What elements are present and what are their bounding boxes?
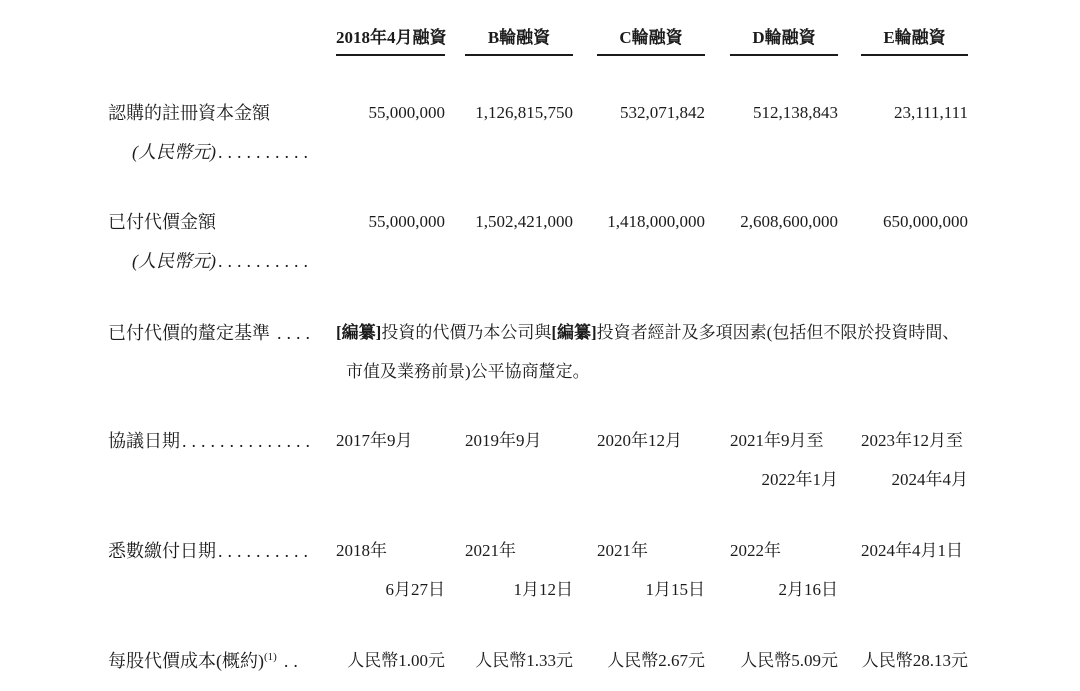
row-label-cost-per-share: 每股代價成本(概約)$^{(1)}$ .. (108, 651, 303, 671)
redacted-tag: [編纂] (336, 323, 382, 342)
row-label-consideration-paid: 已付代價金額 (108, 212, 216, 232)
cell-consideration-2018apr: 55,000,000 (368, 212, 445, 231)
table-header-row (0, 0, 1080, 56)
leader-dots: .......... (218, 251, 313, 271)
row-basis-of-consideration (0, 273, 1080, 384)
redacted-tag: [編纂] (551, 323, 597, 342)
cell-subscribed-capital-e: 23,111,111 (894, 103, 968, 122)
column-header-b-round: B輪融資 (465, 28, 573, 56)
leader-dots: .......... (218, 541, 313, 561)
cell-payment-date-e: 2024年4月1日 (861, 541, 963, 560)
cell-cost-per-share-b: 人民幣1.33元 (475, 651, 573, 670)
cell-payment-date-b: 2021年 1月12日 (465, 541, 573, 599)
row-cost-per-share (0, 602, 1080, 673)
basis-text-line1: [編纂]投資的代價乃本公司與[編纂]投資者經計及多項因素(包括但不限於投資時間、 (336, 323, 960, 342)
cell-subscribed-capital-d: 512,138,843 (753, 103, 838, 122)
row-label-agreement-date: 協議日期 .............. (108, 431, 315, 451)
cell-consideration-e: 650,000,000 (883, 212, 968, 231)
cell-subscribed-capital-b: 1,126,815,750 (475, 103, 573, 122)
row-subscribed-registered-capital (0, 56, 1080, 164)
row-label-subscribed-capital: 認購的註冊資本金額 (108, 103, 270, 123)
cell-subscribed-capital-c: 532,071,842 (620, 103, 705, 122)
cell-payment-date-c: 2021年 1月15日 (597, 541, 705, 599)
cell-agreement-date-2018apr: 2017年9月 (336, 431, 413, 450)
column-header-e-round: E輪融資 (861, 28, 968, 56)
column-header-c-round: C輪融資 (597, 28, 705, 56)
row-sublabel-rmb-yuan: (人民幣元) .......... (132, 142, 313, 162)
cell-agreement-date-b: 2019年9月 (465, 431, 542, 450)
row-sublabel-rmb-yuan: (人民幣元) .......... (132, 251, 313, 271)
cell-agreement-date-e: 2023年12月至 2024年4月 (861, 431, 968, 489)
leader-dots: .......... (218, 142, 313, 162)
row-label-basis: 已付代價的釐定基準 .... (108, 323, 315, 343)
leader-dots: .............. (182, 431, 315, 451)
row-agreement-date (0, 384, 1080, 492)
cell-consideration-d: 2,608,600,000 (740, 212, 838, 231)
cell-cost-per-share-2018apr: 人民幣1.00元 (347, 651, 445, 670)
column-header-2018-apr-financing: 2018年4月融資 (336, 28, 445, 56)
cell-cost-per-share-e: 人民幣28.13元 (861, 651, 968, 670)
cell-payment-date-d: 2022年 2月16日 (730, 541, 838, 599)
basis-text-line2: 市值及業務前景)公平協商釐定。 (346, 362, 590, 381)
leader-dots: .... (277, 323, 315, 343)
cell-consideration-b: 1,502,421,000 (475, 212, 573, 231)
row-consideration-paid (0, 164, 1080, 273)
cell-consideration-c: 1,418,000,000 (607, 212, 705, 231)
cell-payment-date-2018apr: 2018年 6月27日 (336, 541, 445, 599)
cell-agreement-date-d: 2021年9月至 2022年1月 (730, 431, 838, 489)
column-header-d-round: D輪融資 (730, 28, 838, 56)
footnote-marker-1: (1) (264, 651, 277, 663)
cell-cost-per-share-d: 人民幣5.09元 (740, 651, 838, 670)
row-label-payment-date: 悉數繳付日期 .......... (108, 541, 313, 561)
cell-subscribed-capital-2018apr: 55,000,000 (368, 103, 445, 122)
cell-agreement-date-c: 2020年12月 (597, 431, 682, 450)
row-full-payment-date (0, 492, 1080, 602)
cell-cost-per-share-c: 人民幣2.67元 (607, 651, 705, 670)
header-spacer (0, 0, 336, 56)
leader-dots: .. (283, 651, 303, 671)
